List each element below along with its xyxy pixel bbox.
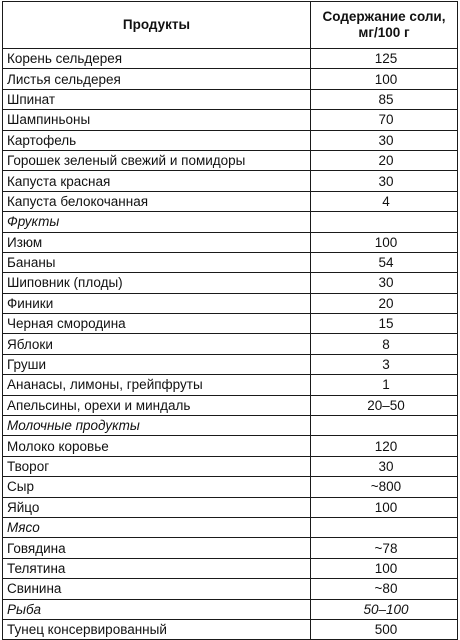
table-row — [3, 191, 458, 211]
product-name: Картофель — [3, 130, 311, 150]
category-row — [3, 416, 458, 436]
table-row — [3, 375, 458, 395]
salt-value: 85 — [311, 89, 458, 109]
table-row — [3, 456, 458, 476]
salt-value: 30 — [311, 171, 458, 191]
salt-value: 500 — [311, 619, 458, 639]
category-row — [3, 517, 458, 537]
table-row — [3, 273, 458, 293]
salt-value: ~80 — [311, 579, 458, 599]
product-name: Листья сельдерея — [3, 69, 311, 89]
product-name: Яйцо — [3, 497, 311, 517]
table-row — [3, 538, 458, 558]
product-name: Капуста белокочанная — [3, 191, 311, 211]
product-name: Бананы — [3, 252, 311, 272]
table-row — [3, 69, 458, 89]
table-row — [3, 110, 458, 130]
salt-value: 50–100 — [311, 599, 458, 619]
product-name: Молоко коровье — [3, 436, 311, 456]
product-name: Апельсины, орехи и миндаль — [3, 395, 311, 415]
salt-value: 30 — [311, 456, 458, 476]
product-name: Сыр — [3, 477, 311, 497]
product-name: Финики — [3, 293, 311, 313]
product-name: Горошек зеленый свежий и помидоры — [3, 150, 311, 170]
table-row — [3, 171, 458, 191]
product-name: Творог — [3, 456, 311, 476]
category-row — [3, 212, 458, 232]
table-row — [3, 334, 458, 354]
table-row — [3, 395, 458, 415]
salt-value: 120 — [311, 436, 458, 456]
category-name: Молочные продукты — [3, 416, 311, 436]
table-row — [3, 314, 458, 334]
table-row — [3, 150, 458, 170]
salt-value: 8 — [311, 334, 458, 354]
salt-value: 100 — [311, 232, 458, 252]
table-row — [3, 436, 458, 456]
product-name: Шпинат — [3, 89, 311, 109]
table-row — [3, 477, 458, 497]
product-name: Свинина — [3, 579, 311, 599]
product-name: Телятина — [3, 558, 311, 578]
header-salt-content: Содержание соли, мг/100 г — [311, 2, 458, 49]
table-row — [3, 89, 458, 109]
salt-value: 4 — [311, 191, 458, 211]
product-name: Капуста красная — [3, 171, 311, 191]
category-name: Фрукты — [3, 212, 311, 232]
category-name: Рыба — [3, 599, 311, 619]
category-name: Мясо — [3, 517, 311, 537]
product-name: Изюм — [3, 232, 311, 252]
salt-value — [311, 212, 458, 232]
product-name: Яблоки — [3, 334, 311, 354]
salt-value: 30 — [311, 273, 458, 293]
product-name: Ананасы, лимоны, грейпфруты — [3, 375, 311, 395]
table-row — [3, 252, 458, 272]
table-row — [3, 354, 458, 374]
salt-value: 30 — [311, 130, 458, 150]
table-row — [3, 293, 458, 313]
salt-value — [311, 517, 458, 537]
salt-value: 100 — [311, 497, 458, 517]
table-row — [3, 232, 458, 252]
category-row — [3, 599, 458, 619]
table-header-row — [3, 2, 458, 49]
salt-value — [311, 416, 458, 436]
product-name: Груши — [3, 354, 311, 374]
product-name: Шампиньоны — [3, 110, 311, 130]
salt-value: 1 — [311, 375, 458, 395]
product-name: Тунец консервированный — [3, 619, 311, 639]
salt-value: ~800 — [311, 477, 458, 497]
header-products: Продукты — [3, 2, 311, 49]
salt-value: 125 — [311, 49, 458, 69]
salt-value: ~78 — [311, 538, 458, 558]
salt-value: 20 — [311, 293, 458, 313]
salt-value: 100 — [311, 69, 458, 89]
product-name: Корень сельдерея — [3, 49, 311, 69]
salt-content-table — [2, 1, 458, 640]
product-name: Говядина — [3, 538, 311, 558]
salt-value: 20–50 — [311, 395, 458, 415]
table-row — [3, 49, 458, 69]
salt-value: 70 — [311, 110, 458, 130]
salt-value: 15 — [311, 314, 458, 334]
product-name: Черная смородина — [3, 314, 311, 334]
salt-value: 20 — [311, 150, 458, 170]
table-row — [3, 130, 458, 150]
salt-value: 54 — [311, 252, 458, 272]
salt-value: 3 — [311, 354, 458, 374]
table-row — [3, 579, 458, 599]
product-name: Шиповник (плоды) — [3, 273, 311, 293]
table-body — [3, 49, 458, 640]
table-row — [3, 558, 458, 578]
salt-value: 100 — [311, 558, 458, 578]
table-row — [3, 497, 458, 517]
